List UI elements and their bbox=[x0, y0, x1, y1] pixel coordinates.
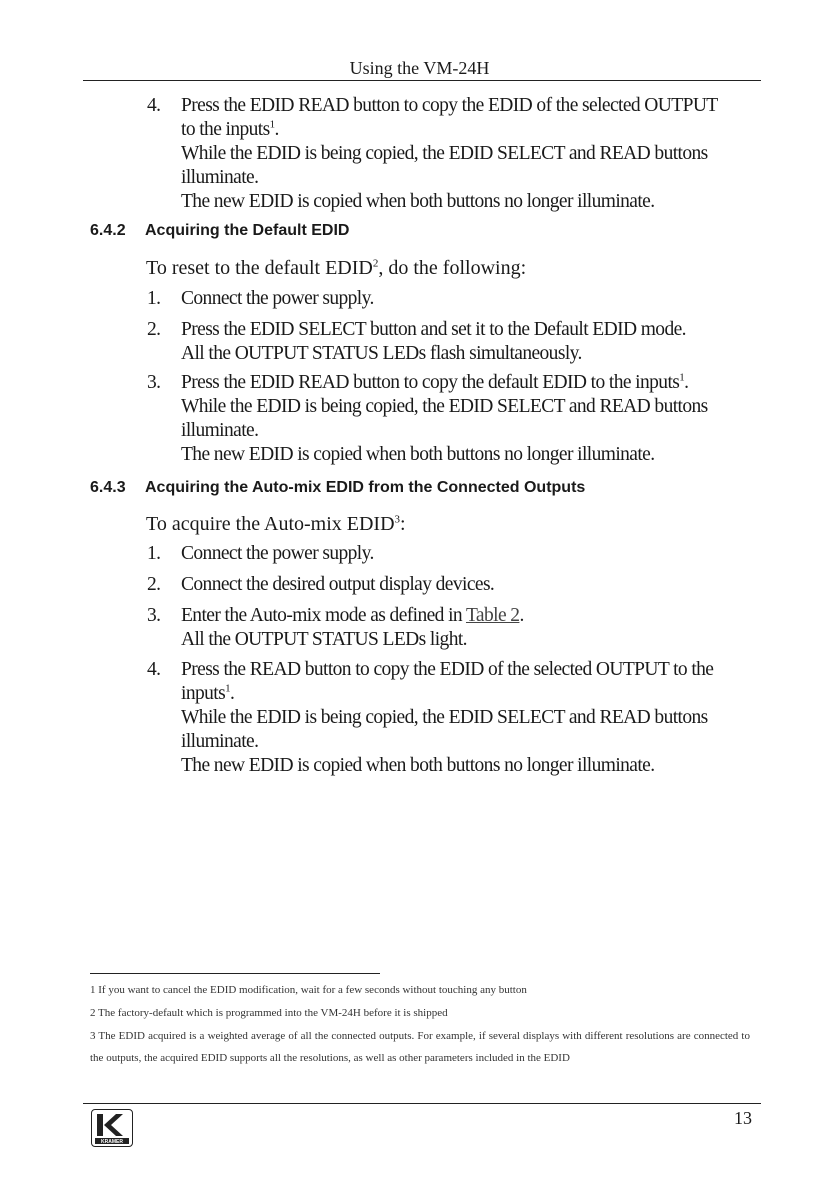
header-rule bbox=[83, 80, 761, 81]
footnote-ref: 3 bbox=[394, 513, 401, 526]
page-header-title: Using the VM-24H bbox=[349, 58, 490, 78]
footnote-rule bbox=[90, 973, 380, 974]
footnote-1: 1 If you want to cancel the EDID modification, wait for a few seconds without touching any button bbox=[90, 984, 527, 996]
section-number: 6.4.3 bbox=[90, 479, 126, 496]
step-line: to the inputs$^1$. bbox=[181, 118, 279, 140]
page-number: 13 bbox=[734, 1108, 752, 1128]
footnote-3: 3 The EDID acquired is a weighted average of all the connected outputs. For example, if several displays with different resolutions are connected to the outputs, the acquired EDID supports all the resolutions, as well as other parameters included in the EDID bbox=[90, 1030, 750, 1064]
section-number: 6.4.2 bbox=[90, 222, 126, 239]
list-item: 3. Enter the Auto-mix mode as defined in Table 2. All the OUTPUT STATUS LEDs light. bbox=[147, 605, 524, 650]
list-item: 2. Press the EDID SELECT button and set it to the Default EDID mode. All the OUTPUT STATUS LEDs flash simultaneously. bbox=[147, 319, 686, 364]
section-intro-642: To reset to the default EDID$^2$, do the following: bbox=[146, 257, 527, 279]
list-item: 1. Connect the power supply. bbox=[147, 288, 374, 309]
table-2-link[interactable]: Table 2 bbox=[465, 605, 520, 626]
list-item: 4. Press the READ button to copy the EDID of the selected OUTPUT to the inputs$^1$. While the EDID is being copied, the EDID SELECT and READ buttons illuminate. The new EDID is copied when both buttons no longer illuminate. bbox=[147, 659, 714, 776]
kramer-logo-icon bbox=[92, 1110, 132, 1146]
section-title: Acquiring the Auto-mix EDID from the Connected Outputs bbox=[145, 479, 586, 496]
section-title: Acquiring the Default EDID bbox=[145, 222, 350, 239]
section-heading-643 bbox=[90, 479, 585, 497]
step-number: 4. bbox=[147, 95, 161, 116]
footnote-ref: 1 bbox=[225, 682, 230, 695]
top-step-4 bbox=[147, 94, 747, 214]
step-line: Press the EDID READ button to copy the EDID of the selected OUTPUT bbox=[181, 95, 718, 116]
footer-rule bbox=[83, 1103, 761, 1104]
footnote-2: 2 The factory-default which is programmed into the VM-24H before it is shipped bbox=[90, 1007, 448, 1019]
section-intro-643: To acquire the Auto-mix EDID$^3$: bbox=[146, 513, 406, 535]
list-item: 2. Connect the desired output display devices. bbox=[147, 574, 495, 595]
list-item: 3. Press the EDID READ button to copy the default EDID to the inputs$^1$. While the EDID is being copied, the EDID SELECT and READ buttons illuminate. The new EDID is copied when both buttons no longer illuminate. bbox=[147, 371, 708, 465]
footnote-ref: 1 bbox=[679, 371, 685, 384]
footnote-ref: 1 bbox=[269, 118, 275, 131]
step-line: The new EDID is copied when both buttons no longer illuminate. bbox=[181, 191, 655, 212]
step-line: While the EDID is being copied, the EDID SELECT and READ buttons bbox=[181, 143, 708, 164]
logo-text: KRAMER bbox=[101, 1139, 123, 1145]
footnote-ref: 2 bbox=[372, 257, 379, 270]
kramer-logo bbox=[91, 1109, 133, 1147]
step-line: illuminate. bbox=[181, 167, 259, 188]
section-heading-642 bbox=[90, 222, 349, 240]
list-item: 1. Connect the power supply. bbox=[147, 543, 374, 564]
